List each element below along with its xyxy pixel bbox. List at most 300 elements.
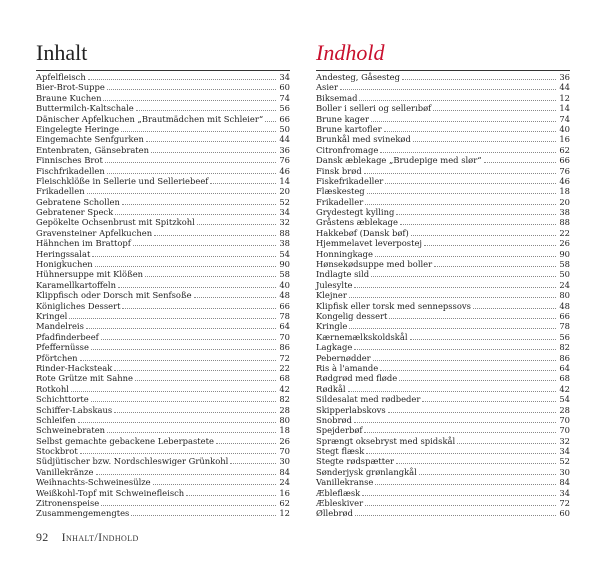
toc-entry [36,186,290,196]
entry-name: Snobrød [316,414,352,425]
dot-leader [413,134,556,142]
dot-leader [389,311,556,319]
entry-page: 66 [559,310,570,321]
entry-page: 46 [559,175,570,186]
dot-leader [91,342,276,350]
dot-leader [367,186,556,194]
entry-name: Julesylte [316,279,353,290]
entry-page: 50 [279,123,290,134]
toc-entry [36,321,290,331]
entry-name: Rødgrød med fløde [316,373,398,384]
entry-name: Finsk brød [316,165,362,176]
entry-name: Pebernødder [316,352,371,363]
entry-page: 30 [559,466,570,477]
entry-name: Kringle [316,321,348,332]
entry-name: Brune kager [316,113,369,124]
toc-entry [316,332,570,342]
toc-list-german [36,72,290,519]
toc-entry [316,290,570,300]
dot-leader [348,384,556,392]
dot-leader [380,363,556,371]
dot-leader [375,249,556,257]
entry-name: Zitronenspeise [36,498,100,509]
entry-page: 90 [279,259,290,270]
entry-name: Brunkål med svinekød [316,134,411,145]
dot-leader [154,228,276,236]
toc-entry [316,217,570,227]
heading-rule-danish [316,70,570,71]
dot-leader [197,217,276,225]
dot-leader [434,259,556,267]
dot-leader [380,145,556,153]
entry-name: Heringssalat [36,248,91,259]
dot-leader [433,103,556,111]
toc-entry [36,384,290,394]
toc-entry [36,342,290,352]
entry-name: Skipperlabskovs [316,404,386,415]
toc-entry [316,456,570,466]
toc-danish [316,40,570,519]
dot-leader [365,197,556,205]
entry-page: 74 [559,113,570,124]
entry-name: Frikadellen [36,186,85,197]
entry-page: 34 [279,72,290,82]
entry-page: 80 [279,414,290,425]
dot-leader [373,353,556,361]
toc-entry [316,342,570,352]
entry-name: Hønsekødsuppe med boller [316,259,433,270]
toc-entry [36,155,290,165]
entry-name: Schichttorte [36,394,89,405]
dot-leader [354,415,556,423]
entry-page: 56 [279,103,290,114]
entry-name: Sønderjysk grønlangkål [316,466,417,477]
entry-page: 88 [559,217,570,228]
toc-entry [316,238,570,248]
toc-entry [36,217,290,227]
dot-leader [396,207,556,215]
dot-leader [410,332,556,340]
dot-leader [80,353,276,361]
entry-name: Vanillekranse [316,477,374,488]
toc-entry [316,477,570,487]
toc-entry [36,249,290,259]
dot-leader [422,394,556,402]
dot-leader [400,217,556,225]
entry-name: Lagkage [316,342,353,353]
toc-entry [36,373,290,383]
dot-leader [86,321,276,329]
entry-page: 72 [559,498,570,509]
entry-name: Schleifen [36,414,76,425]
entry-page: 16 [279,487,290,498]
entry-page: 34 [279,207,290,218]
entry-name: Andesteg, Gåsesteg [316,72,400,82]
entry-page: 44 [279,134,290,145]
toc-entry [316,166,570,176]
dot-leader [91,394,276,402]
entry-page: 80 [559,290,570,301]
entry-name: Rotkohl [36,383,69,394]
entry-name: Fiskefrikadeller [316,175,384,186]
entry-name: Hähnchen im Brattopf [36,238,131,249]
dot-leader [457,436,556,444]
toc-entry [316,394,570,404]
dot-leader [364,166,556,174]
entry-page: 14 [279,175,290,186]
entry-page: 64 [559,362,570,373]
entry-name: Pfeffernüsse [36,342,89,353]
toc-entry [36,228,290,238]
entry-page: 58 [559,259,570,270]
entry-name: Stegte rødspætter [316,456,395,467]
entry-name: Dänischer Apfelkuchen „Brautmädchen mit Schleier“ [36,113,264,124]
entry-name: Apfelfleisch [36,72,86,82]
dot-leader [362,488,556,496]
toc-entry [316,488,570,498]
entry-page: 34 [559,487,570,498]
toc-entry [36,280,290,290]
toc-entry [36,508,290,518]
toc-entry [36,103,290,113]
entry-name: Buttermilch-Kaltschale [36,103,134,114]
entry-name: Stockbrot [36,446,78,457]
entry-name: Sildesalat med rødbeder [316,394,421,405]
toc-entry [36,176,290,186]
toc-entry [36,477,290,487]
entry-name: Øllebrød [316,508,353,519]
dot-leader [114,363,276,371]
entry-page: 62 [279,498,290,509]
entry-page: 18 [279,425,290,436]
dot-leader [396,456,556,464]
toc-entry [36,415,290,425]
entry-page: 82 [279,394,290,405]
entry-name: Selbst gemachte gebackene Leberpastete [36,435,214,446]
toc-entry [36,436,290,446]
entry-name: Rinder-Hacksteak [36,362,113,373]
toc-entry [36,124,290,134]
entry-page: 38 [279,238,290,249]
entry-page: 22 [559,227,570,238]
entry-name: Kringel [36,310,68,321]
dot-leader [78,415,276,423]
dot-leader [210,176,276,184]
entry-name: Dansk æblekage „Brudepige med slør“ [316,155,482,166]
toc-entry [316,259,570,269]
dot-leader [151,145,276,153]
toc-entry [36,456,290,466]
toc-entry [36,72,290,82]
entry-page: 56 [559,331,570,342]
toc-entry [316,207,570,217]
entry-page: 88 [279,227,290,238]
dot-leader [115,207,276,215]
entry-page: 20 [279,186,290,197]
entry-name: Klippfisch oder Dorsch mit Senfsoße [36,290,192,301]
dot-leader [399,373,556,381]
dot-leader [145,269,276,277]
entry-page: 48 [279,290,290,301]
toc-entry [36,405,290,415]
entry-name: Hühnersuppe mit Klößen [36,269,144,280]
entry-page: 16 [559,134,570,145]
entry-name: Kærnemælkskoldskål [316,331,408,342]
entry-page: 50 [559,269,570,280]
entry-name: Eingemachte Senfgurken [36,134,144,145]
entry-name: Flæskesteg [316,186,365,197]
toc-entry [36,197,290,207]
entry-name: Südjütischer bzw. Nordschleswiger Grünkohl [36,456,229,467]
toc-entry [36,114,290,124]
entry-name: Frikadeller [316,196,364,207]
toc-entry [316,508,570,518]
entry-name: Æbleskiver [316,498,364,509]
entry-page: 62 [559,144,570,155]
heading-danish: Indhold [316,40,385,65]
toc-entry [316,373,570,383]
dot-leader [375,477,556,485]
toc-entry [316,363,570,373]
dot-leader [107,166,276,174]
entry-page: 52 [279,196,290,207]
entry-name: Sprængt oksebryst med spidskål [316,435,456,446]
entry-page: 26 [559,238,570,249]
entry-name: Braune Kuchen [36,92,102,103]
toc-entry [36,238,290,248]
entry-name: Gebratener Speck [36,207,114,218]
dot-leader [484,155,556,163]
dot-leader [355,508,556,516]
entry-page: 12 [559,92,570,103]
entry-name: Mandelreis [36,321,84,332]
toc-entry [316,321,570,331]
entry-page: 44 [559,82,570,93]
toc-entry [36,363,290,373]
dot-leader [122,197,276,205]
entry-name: Hjemmelavet leverpostej [316,238,423,249]
entry-page: 42 [559,383,570,394]
entry-name: Kongelig dessert [316,310,388,321]
entry-name: Biksemad [316,92,358,103]
toc-entry [36,332,290,342]
dot-leader [216,436,276,444]
entry-page: 28 [279,404,290,415]
entry-page: 46 [279,165,290,176]
dot-leader [114,405,276,413]
entry-name: Zusammengemengtes [36,508,130,519]
dot-leader [101,332,276,340]
entry-page: 90 [559,248,570,259]
dot-leader [135,373,276,381]
heading-rule-german [36,70,290,71]
dot-leader [122,301,276,309]
toc-entry [316,124,570,134]
entry-page: 40 [279,279,290,290]
dot-leader [194,290,276,298]
entry-page: 68 [559,373,570,384]
entry-name: Gepökelte Ochsenbrust mit Spitzkohl [36,217,195,228]
toc-entry [36,498,290,508]
entry-page: 36 [279,144,290,155]
dot-leader [121,124,276,132]
entry-page: 72 [279,352,290,363]
entry-name: Fischfrikadellen [36,165,105,176]
dot-leader [366,446,556,454]
toc-entry [316,134,570,144]
entry-page: 42 [279,383,290,394]
entry-page: 18 [559,186,570,197]
page-number: 92 [36,530,49,544]
entry-name: Stegt flæsk [316,446,365,457]
dot-leader [388,405,556,413]
dot-leader [153,477,276,485]
toc-entry [316,280,570,290]
entry-name: Grydestegt kylling [316,207,395,218]
entry-page: 84 [559,477,570,488]
toc-entry [316,436,570,446]
dot-leader [71,384,276,392]
entry-page: 76 [279,155,290,166]
dot-leader [473,301,556,309]
toc-entry [36,145,290,155]
entry-page: 58 [279,269,290,280]
dot-leader [349,290,556,298]
toc-entry [316,467,570,477]
dot-leader [359,93,556,101]
entry-page: 28 [559,404,570,415]
dot-leader [96,467,277,475]
dot-leader [411,228,556,236]
entry-page: 24 [559,279,570,290]
entry-name: Weißkohl-Topf mit Schweinefleisch [36,487,185,498]
entry-page: 30 [279,456,290,467]
entry-page: 66 [559,155,570,166]
dot-leader [186,488,276,496]
entry-page: 84 [279,466,290,477]
entry-name: Eingelegte Heringe [36,123,120,134]
toc-entry [36,467,290,477]
toc-entry [316,384,570,394]
toc-entry [316,415,570,425]
entry-name: Ris à l'amande [316,362,379,373]
toc-entry [316,155,570,165]
entry-name: Gråstens æblekage [316,217,398,228]
entry-name: Schiffer-Labskaus [36,404,113,415]
entry-name: Bier-Brot-Suppe [36,82,105,93]
heading-german: Inhalt [36,40,88,65]
entry-name: Honningkage [316,248,373,259]
dot-leader [384,124,556,132]
dot-leader [419,467,556,475]
toc-entry [36,93,290,103]
entry-name: Königliches Dessert [36,300,121,311]
entry-name: Honigkuchen [36,259,93,270]
entry-page: 60 [559,508,570,519]
toc-entry [36,259,290,269]
dot-leader [87,186,276,194]
entry-name: Asier [316,82,338,93]
dot-leader [402,72,556,80]
entry-name: Pförtchen [36,352,78,363]
toc-entry [316,228,570,238]
toc-entry [36,394,290,404]
entry-page: 38 [559,207,570,218]
entry-name: Gravensteiner Apfelkuchen [36,227,153,238]
dot-leader [265,114,276,122]
dot-leader [95,259,276,267]
entry-page: 82 [559,342,570,353]
dot-leader [371,269,556,277]
entry-page: 66 [279,113,290,124]
toc-entry [316,405,570,415]
entry-name: Hakkebøf (Dansk bøf) [316,227,409,238]
toc-entry [316,249,570,259]
entry-page: 54 [279,248,290,259]
entry-page: 32 [279,217,290,228]
entry-name: Klipfisk eller torsk med sennepssovs [316,300,471,311]
entry-name: Klejner [316,290,347,301]
dot-leader [69,311,276,319]
entry-name: Entenbraten, Gänsebraten [36,144,150,155]
entry-page: 22 [279,362,290,373]
toc-entry [36,353,290,363]
entry-page: 78 [559,321,570,332]
entry-page: 78 [279,310,290,321]
entry-page: 36 [559,72,570,82]
toc-entry [36,166,290,176]
entry-page: 26 [279,435,290,446]
toc-entry [316,186,570,196]
dot-leader [354,280,556,288]
entry-page: 40 [559,123,570,134]
entry-page: 60 [279,82,290,93]
entry-page: 70 [279,446,290,457]
running-title: Inhalt/Indhold [61,530,139,544]
dot-leader [136,103,276,111]
toc-list-danish [316,72,570,519]
entry-name: Spejderbøf [316,425,363,436]
dot-leader [354,342,556,350]
entry-page: 24 [279,477,290,488]
toc-entry [36,488,290,498]
entry-page: 76 [559,165,570,176]
toc-entry [316,197,570,207]
entry-page: 20 [559,196,570,207]
dot-leader [385,176,556,184]
entry-name: Boller i selleri og sellerıbøf [316,103,432,114]
dot-leader [131,508,276,516]
entry-name: Schweinebraten [36,425,106,436]
entry-page: 68 [279,373,290,384]
entry-page: 70 [279,331,290,342]
dot-leader [107,82,276,90]
toc-entry [316,93,570,103]
dot-leader [371,114,556,122]
entry-name: Brune kartofler [316,123,382,134]
toc-entry [36,290,290,300]
entry-name: Æbleflæsk [316,487,361,498]
toc-entry [36,134,290,144]
toc-entry [316,425,570,435]
entry-page: 74 [279,92,290,103]
dot-leader [92,249,276,257]
toc-entry [36,311,290,321]
entry-page: 86 [279,342,290,353]
entry-name: Pfadfinderbeef [36,331,99,342]
toc-entry [36,446,290,456]
entry-name: Fleischklöße in Sellerie und Selleriebeef [36,175,209,186]
